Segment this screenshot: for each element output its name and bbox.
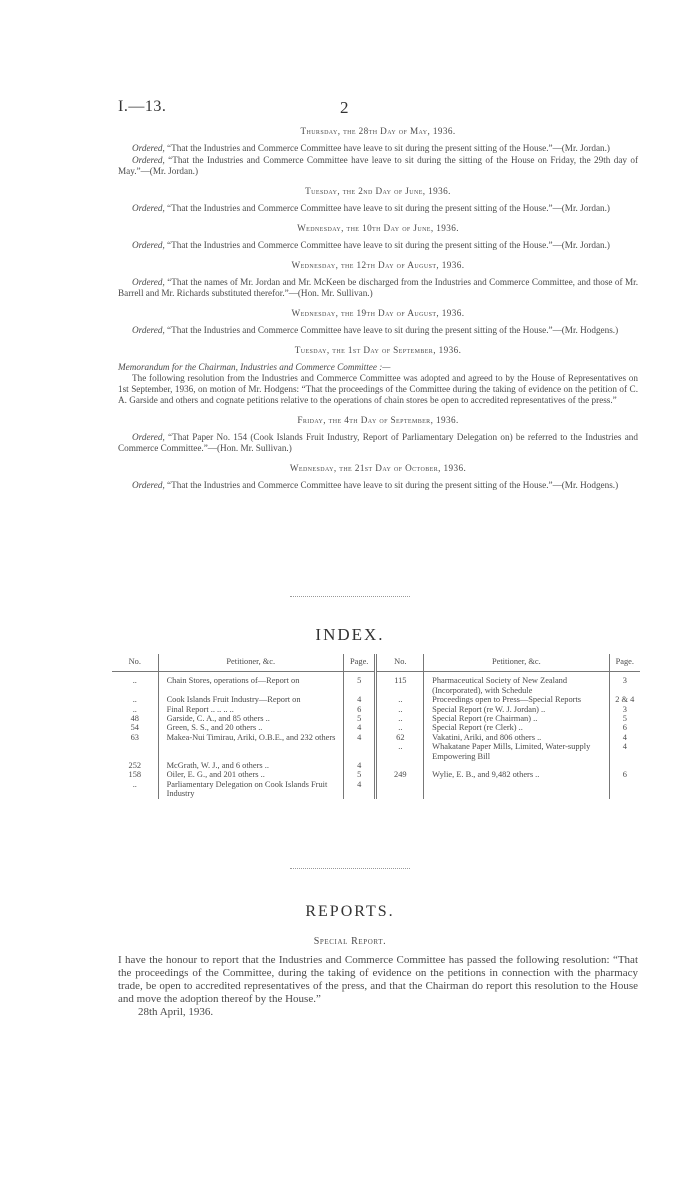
memorandum-text: The following resolution from the Industries and Commerce Committee was adopted and agreed to by the House of Representatives on 1st September, 1936, on motion of Mr. Hodgens: “That the proceedings of the Committee during the taking of evidence on the petition of C. A. Garside and others and cognate petitions relative to the operations of chain stores be open to accredited representatives of the press.” [118, 373, 638, 405]
minute-date: Tuesday, the 2nd Day of June, 1936. [305, 186, 451, 196]
index-body [112, 672, 640, 799]
index-number: 54 [130, 723, 139, 733]
index-page: 4 [609, 742, 640, 761]
ordered-label: Ordered, [132, 325, 165, 335]
index-page [343, 742, 376, 761]
index-page: 6 [609, 723, 640, 732]
index-page: 5 [609, 714, 640, 723]
ordered-label: Ordered, [132, 203, 165, 213]
index-page: 2 & 4 [609, 695, 640, 704]
index-petitioner: Final Report .. .. .. .. [158, 705, 343, 714]
document-reference: I.—13. [118, 98, 167, 115]
index-number: 252 [128, 761, 142, 771]
index-page: 6 [609, 770, 640, 779]
index-petitioner: Cook Islands Fruit Industry—Report on [158, 695, 343, 704]
minute-date: Friday, the 4th Day of September, 1936. [297, 415, 459, 425]
minute-text: “That the Industries and Commerce Committee have leave to sit during the present sitting of the House.”—(Mr. Jordan.) [167, 143, 610, 153]
index-row [112, 733, 640, 742]
index-table [112, 654, 640, 799]
ordered-label: Ordered, [132, 277, 165, 287]
index-page: 5 [343, 714, 376, 723]
index-petitioner: McGrath, W. J., and 6 others .. [158, 761, 343, 770]
ordered-label: Ordered, [132, 240, 165, 250]
minute-date: Wednesday, the 19th Day of August, 1936. [291, 308, 465, 318]
index-page: 4 [343, 733, 376, 742]
index-number: 62 [376, 733, 424, 742]
reports-title: REPORTS. [305, 903, 395, 920]
ordered-label: Ordered, [132, 155, 165, 165]
index-petitioner: Whakatane Paper Mills, Limited, Water-supply Empowering Bill [424, 742, 609, 761]
index-petitioner [424, 780, 609, 799]
index-petitioner: Makea-Nui Timirau, Ariki, O.B.E., and 232 others [158, 733, 343, 742]
minute-text: “That the Industries and Commerce Committee have leave to sit during the present sitting of the House.”—(Mr. Jordan.) [167, 240, 610, 250]
index-page: 3 [609, 672, 640, 695]
index-number: .. [376, 714, 424, 723]
index-title: INDEX. [315, 625, 385, 644]
index-number [376, 761, 424, 770]
index-row [112, 742, 640, 761]
minute-entry [118, 325, 638, 336]
index-number: 249 [376, 770, 424, 779]
index-number [112, 742, 158, 761]
page-number: 2 [340, 98, 349, 117]
index-number: 158 [128, 770, 142, 780]
index-number: 48 [130, 714, 139, 724]
col-no-left: No. [112, 654, 158, 672]
index-petitioner: Pharmaceutical Society of New Zealand (Incorporated), with Schedule [424, 672, 609, 695]
index-number: .. [376, 742, 424, 761]
index-page: 4 [343, 780, 376, 799]
index-petitioner: Special Report (re W. J. Jordan) .. [424, 705, 609, 714]
report-date: 28th April, 1936. [138, 1006, 214, 1018]
index-petitioner [424, 761, 609, 770]
minute-date: Wednesday, the 12th Day of August, 1936. [291, 260, 465, 270]
ordered-label: Ordered, [132, 432, 165, 442]
minute-text: “That the Industries and Commerce Committee have leave to sit during the sitting of the House on Friday, the 29th day of May.”—(Mr. Jordan.) [118, 155, 639, 176]
index-page [609, 780, 640, 799]
ordered-label: Ordered, [132, 480, 165, 490]
index-number: .. [132, 704, 137, 714]
index-petitioner: Garside, C. A., and 85 others .. [158, 714, 343, 723]
index-page: 4 [343, 723, 376, 732]
index-row [112, 672, 640, 695]
index-number: .. [376, 705, 424, 714]
minute-text: “That the Industries and Commerce Committee have leave to sit during the present sitting of the House.”—(Mr. Hodgens.) [167, 325, 619, 335]
index-page: 3 [609, 705, 640, 714]
minute-text: “That the Industries and Commerce Committee have leave to sit during the present sitting of the House.”—(Mr. Hodgens.) [167, 480, 619, 490]
index-page: 6 [343, 705, 376, 714]
minute-text: “That the names of Mr. Jordan and Mr. McKeen be discharged from the Industries and Commerce Committee, and those of Mr. Barrell and Mr. Richards substituted therefor.”—(Hon. Mr. Sullivan.) [118, 277, 639, 298]
minute-entry [118, 203, 638, 214]
committee-minutes [118, 126, 638, 500]
minute-entry [118, 155, 638, 177]
col-page-right: Page. [609, 654, 640, 672]
index-row [112, 695, 640, 704]
minute-date: Tuesday, the 1st Day of September, 1936. [294, 345, 462, 355]
minute-text: “That the Industries and Commerce Committee have leave to sit during the present sitting of the House.”—(Mr. Jordan.) [167, 203, 610, 213]
index-header-row [112, 654, 640, 672]
index-row [112, 705, 640, 714]
index-petitioner: Proceedings open to Press—Special Reports [424, 695, 609, 704]
index-row [112, 714, 640, 723]
index-number: .. [132, 676, 137, 686]
index-number: 115 [376, 672, 424, 695]
index-petitioner: Green, S. S., and 20 others .. [158, 723, 343, 732]
index-page [609, 761, 640, 770]
section-divider [290, 868, 410, 869]
index-row [112, 780, 640, 799]
index-petitioner: Special Report (re Chairman) .. [424, 714, 609, 723]
memorandum-heading: Memorandum for the Chairman, Industries and Commerce Committee :— [118, 362, 391, 372]
index-number: 63 [130, 732, 139, 742]
index-petitioner: Oiler, E. G., and 201 others .. [158, 770, 343, 779]
minute-date: Thursday, the 28th Day of May, 1936. [300, 126, 456, 136]
minute-entry [118, 277, 638, 299]
index-row [112, 761, 640, 770]
index-petitioner: Special Report (re Clerk) .. [424, 723, 609, 732]
index-number: .. [132, 695, 137, 705]
col-petitioner-left: Petitioner, &c. [158, 654, 343, 672]
col-page-left: Page. [343, 654, 376, 672]
col-no-right: No. [376, 654, 424, 672]
index-page: 4 [609, 733, 640, 742]
index-page: 5 [343, 770, 376, 779]
index-petitioner: Chain Stores, operations of—Report on [158, 672, 343, 695]
index-petitioner: Wylie, E. B., and 9,482 others .. [424, 770, 609, 779]
index-number: .. [132, 779, 137, 789]
minute-entry [118, 432, 638, 454]
col-petitioner-right: Petitioner, &c. [424, 654, 609, 672]
index-number: .. [376, 723, 424, 732]
minute-entry [118, 480, 638, 491]
index-petitioner: Vakatini, Ariki, and 806 others .. [424, 733, 609, 742]
ordered-label: Ordered, [132, 143, 165, 153]
minute-date: Wednesday, the 10th Day of June, 1936. [297, 223, 459, 233]
minute-date: Wednesday, the 21st Day of October, 1936. [289, 463, 467, 473]
index-page: 5 [343, 672, 376, 695]
section-divider [290, 596, 410, 597]
index-page: 4 [343, 695, 376, 704]
index-petitioner: Parliamentary Delegation on Cook Islands Fruit Industry [158, 780, 343, 799]
index-number [376, 780, 424, 799]
minute-entry [118, 143, 638, 154]
minute-text: “That Paper No. 154 (Cook Islands Fruit Industry, Report of Parliamentary Delegation on) be referred to the Industries and Commerce Committee.”—(Hon. Mr. Sullivan.) [118, 432, 638, 453]
index-row [112, 723, 640, 732]
index-page: 4 [343, 761, 376, 770]
index-number: .. [376, 695, 424, 704]
report-body: I have the honour to report that the Industries and Commerce Committee has passed the following resolution: “That the proceedings of the Committee, during the taking of evidence on the petitions in connection with the pharmacy trade, be open to accredited representatives of the press, and that the Chairman do report this resolution to the House and move the adoption thereof by the House.” [118, 954, 638, 1005]
index-petitioner [158, 742, 343, 761]
special-report [118, 954, 638, 1019]
index-row [112, 770, 640, 779]
special-report-heading: Special Report. [313, 936, 387, 947]
minute-entry [118, 240, 638, 251]
